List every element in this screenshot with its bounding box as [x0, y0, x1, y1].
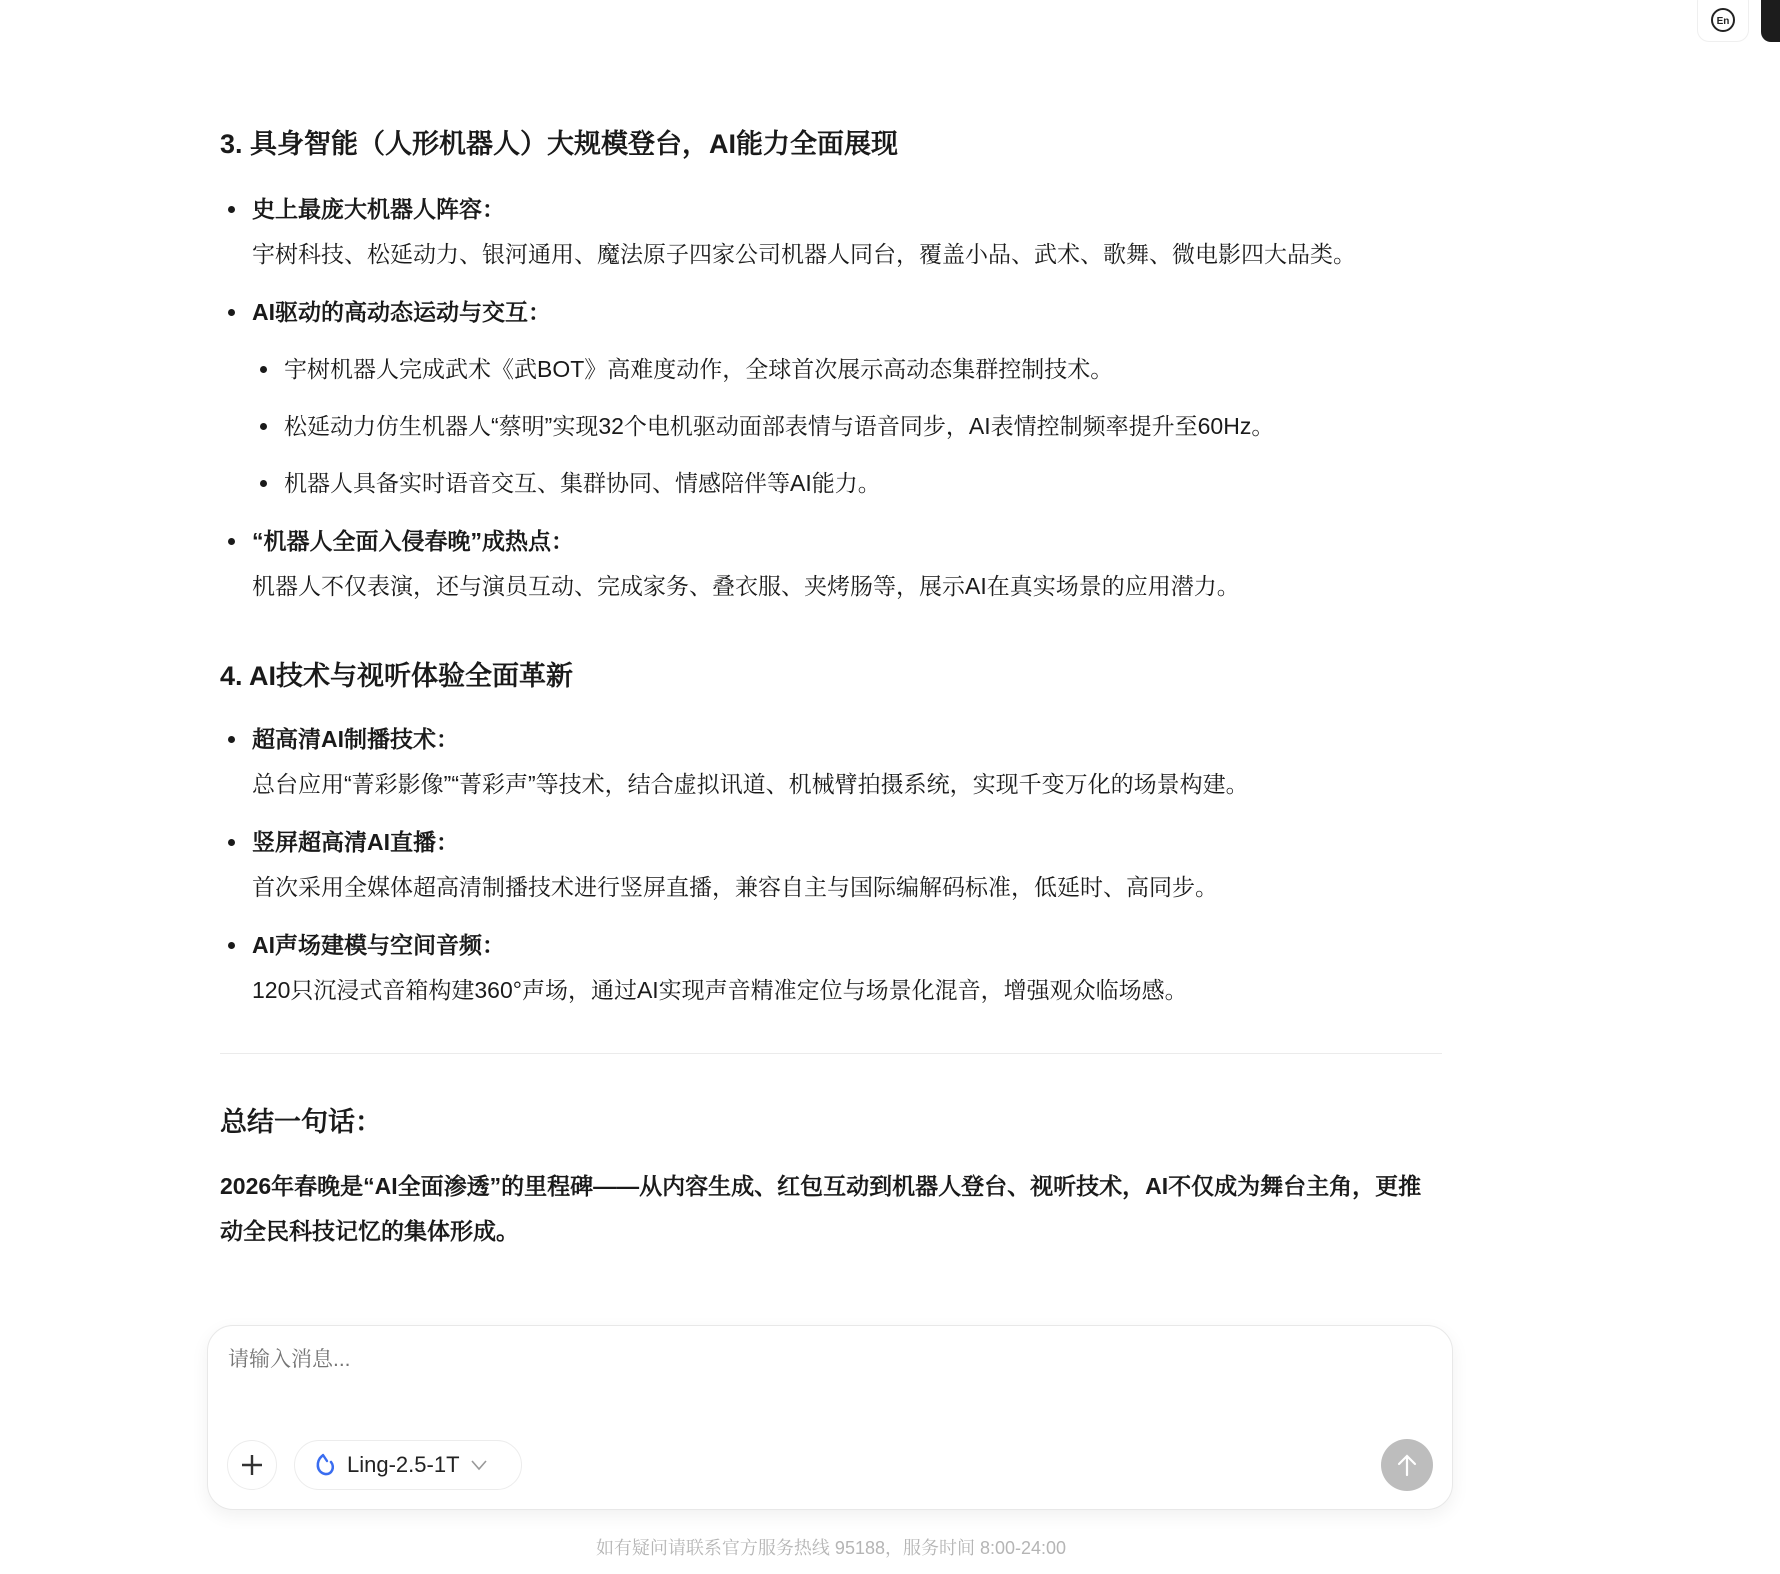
dark-panel-edge	[1761, 0, 1780, 42]
list-item: AI声场建模与空间音频： 120只沉浸式音箱构建360°声场，通过AI实现声音精准定位与场景化混音，增强观众临场感。	[220, 923, 1442, 1013]
list-item: 竖屏超高清AI直播： 首次采用全媒体超高清制播技术进行竖屏直播，兼容自主与国际编解码标准，低延时、高同步。	[220, 820, 1442, 910]
section-3-heading: 3. 具身智能（人形机器人）大规模登台，AI能力全面展现	[220, 129, 899, 159]
svg-text:En: En	[1716, 16, 1730, 27]
message-composer	[207, 1325, 1453, 1510]
list-item: AI驱动的高动态运动与交互： 宇树机器人完成武术《武BOT》高难度动作，全球首次展示高动态集群控制技术。 松延动力仿生机器人“蔡明”实现32个电机驱动面部表情与语音同步，AI表情控制频率提升至60Hz。 机器人具备实时语音交互、集群协同、情感陪伴等AI能力。	[220, 290, 1442, 506]
plus-icon	[240, 1453, 264, 1477]
divider	[220, 1053, 1442, 1054]
sub-list-item: 宇树机器人完成武术《武BOT》高难度动作，全球首次展示高动态集群控制技术。	[252, 347, 1442, 392]
arrow-up-icon	[1394, 1452, 1420, 1478]
add-attachment-button[interactable]	[227, 1440, 277, 1490]
section-4-list	[220, 717, 1442, 1013]
model-selector[interactable]	[294, 1440, 522, 1490]
language-toggle-button[interactable]	[1697, 0, 1749, 42]
ling-logo-icon	[313, 1452, 337, 1478]
summary-text: 2026年春晚是“AI全面渗透”的里程碑——从内容生成、红包互动到机器人登台、视听技术，AI不仅成为舞台主角，更推动全民科技记忆的集体形成。	[220, 1173, 1422, 1244]
chat-message	[220, 122, 1442, 1254]
language-en-icon	[1709, 6, 1737, 34]
sub-list-item: 松延动力仿生机器人“蔡明”实现32个电机驱动面部表情与语音同步，AI表情控制频率提升至60Hz。	[252, 404, 1442, 449]
summary-heading: 总结一句话：	[220, 1107, 382, 1137]
sub-list-item: 机器人具备实时语音交互、集群协同、情感陪伴等AI能力。	[252, 461, 1442, 506]
sub-list	[252, 347, 1442, 506]
model-name: Ling-2.5-1T	[347, 1452, 460, 1477]
section-4-heading: 4. AI技术与视听体验全面革新	[220, 661, 574, 691]
section-3-list	[220, 187, 1442, 609]
message-input[interactable]	[228, 1348, 1408, 1372]
list-item: 超高清AI制播技术： 总台应用“菁彩影像”“菁彩声”等技术，结合虚拟讯道、机械臂拍摄系统，实现千变万化的场景构建。	[220, 717, 1442, 807]
footer-hotline-text: 如有疑问请联系官方服务热线 95188，服务时间 8:00-24:00	[595, 1538, 1067, 1558]
chevron-down-icon	[470, 1458, 488, 1472]
list-item: 史上最庞大机器人阵容： 宇树科技、松延动力、银河通用、魔法原子四家公司机器人同台，覆盖小品、武术、歌舞、微电影四大品类。	[220, 187, 1442, 277]
send-button[interactable]	[1381, 1439, 1433, 1491]
list-item: “机器人全面入侵春晚”成热点： 机器人不仅表演，还与演员互动、完成家务、叠衣服、夹烤肠等，展示AI在真实场景的应用潜力。	[220, 519, 1442, 609]
